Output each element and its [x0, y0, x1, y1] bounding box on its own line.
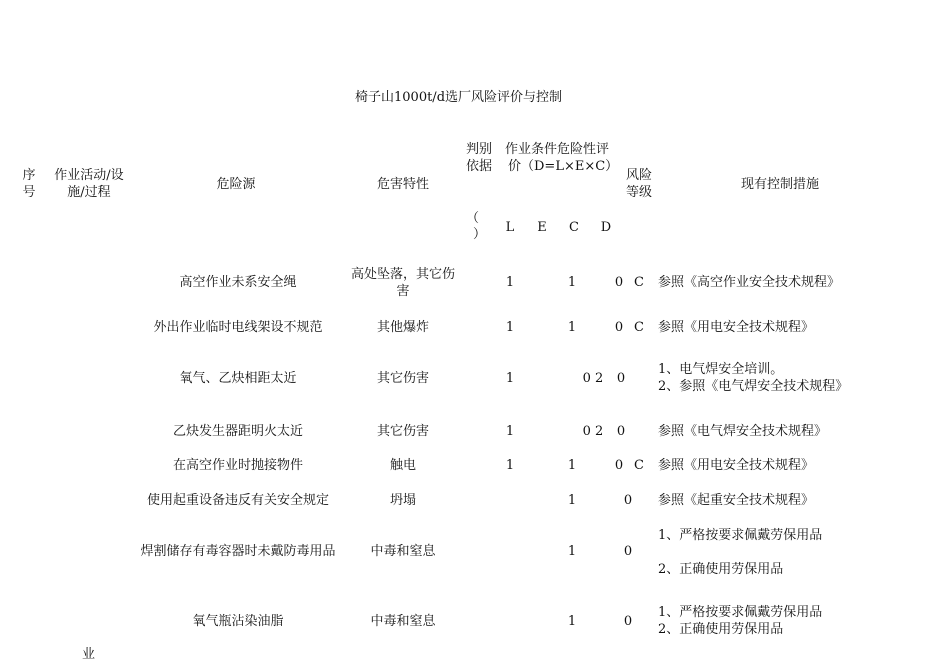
row-measure-line1: 1、电气焊安全培训。	[658, 362, 784, 377]
row-hazard-source: 在高空作业时抛接物件	[172, 458, 303, 473]
header-hazard-source: 危险源	[216, 177, 256, 192]
header-eval-line2: 价（D=L×E×C）	[508, 159, 619, 174]
row-measure: 参照《用电安全技术规程》	[658, 320, 815, 335]
row-C: 1	[567, 275, 577, 290]
row-measure-line1: 1、严格按要求佩戴劳保用品	[658, 528, 823, 543]
row-hazard-property: 其他爆炸	[376, 320, 429, 335]
row-measure-line2: 2、正确使用劳保用品	[658, 562, 784, 577]
row-measure: 参照《用电安全技术规程》	[658, 458, 815, 473]
header-eval-line1: 作业条件危险性评	[505, 142, 610, 157]
row-L: 1	[505, 320, 515, 335]
row-hazard-property: 坍塌	[389, 493, 416, 508]
header-activity-line2: 施/过程	[67, 185, 111, 200]
row-measure-line2: 2、正确使用劳保用品	[658, 622, 784, 637]
row-measure	[658, 361, 848, 395]
row-D: 0	[623, 493, 633, 508]
row-L: 1	[505, 275, 515, 290]
row-D: 0	[614, 275, 624, 290]
page-title: 椅子山1000t/d选厂风险评价与控制	[355, 90, 563, 105]
header-seq-line1: 序	[22, 168, 36, 183]
row-C: 0 2	[582, 424, 604, 439]
header-basis-paren-close: ）	[473, 227, 487, 242]
header-basis-line2: 依据	[465, 159, 492, 174]
row-risk: C	[634, 320, 644, 335]
row-measure-line2: 2、参照《电气焊安全技术规程》	[658, 379, 849, 394]
header-activity-line1: 作业活动/设	[54, 168, 124, 183]
row-measure: 参照《起重安全技术规程》	[658, 493, 815, 508]
row-hazard-property: 中毒和窒息	[370, 544, 436, 559]
header-col-L: L	[505, 220, 515, 235]
header-basis-line1: 判别	[465, 142, 492, 157]
row-C: 1	[567, 320, 577, 335]
row-hazard-property	[343, 266, 463, 300]
row-D: 0	[623, 614, 633, 629]
row-C: 1	[567, 458, 577, 473]
row-hazard-source: 乙炔发生器距明火太近	[172, 424, 303, 439]
header-evaluation	[505, 141, 618, 175]
row-L: 1	[505, 424, 515, 439]
row-property-line1: 高处坠落，其它伤	[350, 267, 455, 282]
row-risk: C	[634, 458, 644, 473]
row-C: 1	[567, 614, 577, 629]
row-C: 1	[567, 544, 577, 559]
row-measure-line1: 1、严格按要求佩戴劳保用品	[658, 605, 823, 620]
row-risk: C	[634, 275, 644, 290]
header-risk-line2: 等级	[625, 185, 652, 200]
row-C: 0 2	[582, 371, 604, 386]
row-D: 0	[614, 458, 624, 473]
row-hazard-source: 氧气、乙炔相距太近	[179, 371, 297, 386]
header-activity	[46, 167, 132, 201]
footer-fragment: 业	[82, 647, 96, 662]
row-hazard-source: 氧气瓶沾染油脂	[192, 614, 284, 629]
row-hazard-source: 高空作业未系安全绳	[179, 275, 297, 290]
header-col-E: E	[537, 220, 547, 235]
row-hazard-property: 其它伤害	[376, 424, 429, 439]
row-D: 0	[623, 544, 633, 559]
header-hazard-property: 危害特性	[376, 177, 429, 192]
header-seq	[18, 167, 40, 201]
row-D: 0	[616, 424, 626, 439]
row-hazard-source: 焊割储存有毒容器时未戴防毒用品	[140, 544, 336, 559]
row-L: 1	[505, 458, 515, 473]
row-D: 0	[614, 320, 624, 335]
header-col-C: C	[569, 220, 579, 235]
header-seq-line2: 号	[22, 185, 36, 200]
row-L: 1	[505, 371, 515, 386]
header-basis-paren-open: （	[466, 211, 480, 226]
row-hazard-property: 其它伤害	[376, 371, 429, 386]
header-risk-line1: 风险	[625, 168, 652, 183]
row-measure	[658, 604, 822, 638]
row-measure: 参照《电气焊安全技术规程》	[658, 424, 828, 439]
header-measures: 现有控制措施	[740, 177, 819, 192]
row-hazard-property: 中毒和窒息	[370, 614, 436, 629]
row-hazard-source: 外出作业临时电线架设不规范	[153, 320, 323, 335]
row-C: 1	[567, 493, 577, 508]
row-hazard-property: 触电	[389, 458, 416, 473]
row-property-line2: 害	[396, 284, 410, 299]
row-D: 0	[616, 371, 626, 386]
row-measure: 参照《高空作业安全技术规程》	[658, 275, 841, 290]
header-risk-level	[622, 167, 656, 201]
header-basis	[462, 141, 496, 175]
row-hazard-source: 使用起重设备违反有关安全规定	[146, 493, 329, 508]
header-col-D: D	[600, 220, 612, 235]
